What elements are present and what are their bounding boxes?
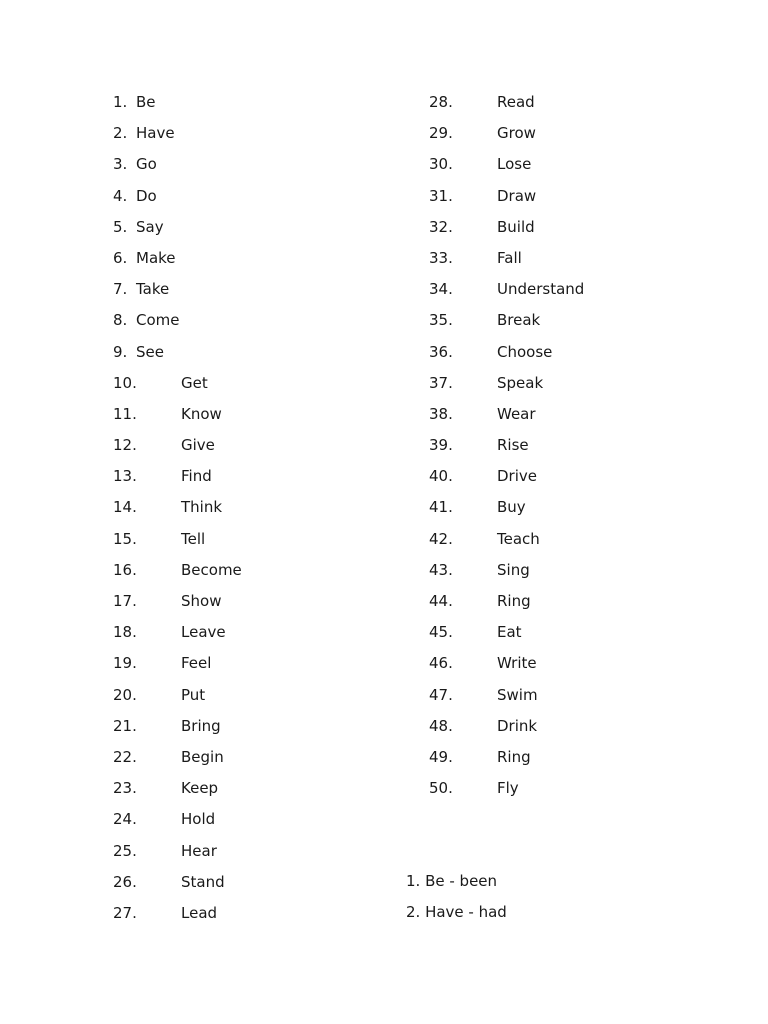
list-item (113, 340, 164, 371)
item-number: 41. (429, 498, 453, 517)
item-word: Know (181, 404, 222, 423)
item-word: Stand (181, 872, 225, 891)
item-number: 36. (429, 342, 453, 361)
item-number: 7. (113, 280, 128, 299)
list-item (113, 464, 212, 495)
list-item (429, 340, 553, 371)
item-number: 12. (113, 436, 137, 455)
item-word: Swim (497, 685, 538, 704)
list-item (429, 308, 541, 339)
item-number: 2. (113, 124, 128, 143)
item-number: 20. (113, 685, 137, 704)
item-word: Begin (181, 747, 224, 766)
list-item (429, 215, 535, 246)
list-item (113, 184, 157, 215)
item-word: Lose (497, 155, 532, 174)
item-word: Teach (497, 529, 540, 548)
item-word: Speak (497, 373, 544, 392)
item-number: 31. (429, 186, 453, 205)
list-item (429, 714, 538, 745)
list-item (429, 90, 535, 121)
item-word: Lead (181, 903, 218, 922)
item-word: Come (136, 311, 180, 330)
item-number: 32. (429, 217, 453, 236)
item-number: 48. (429, 716, 453, 735)
item-word: Go (136, 155, 157, 174)
item-word: Ring (497, 592, 531, 610)
item-word: Become (181, 560, 242, 579)
item-number: 5. (113, 217, 128, 236)
item-number: 21. (113, 716, 137, 735)
list-item (113, 839, 217, 870)
list-item (429, 495, 526, 526)
item-word: Ring (497, 747, 531, 766)
item-number: 45. (429, 623, 453, 642)
list-item (429, 620, 522, 651)
item-word: Drive (497, 467, 537, 486)
list-item (429, 152, 532, 183)
item-number: 15. (113, 529, 137, 548)
item-word: Find (181, 467, 212, 486)
item-number: 39. (429, 436, 453, 455)
item-word: Show (181, 592, 222, 610)
verb-list-left (113, 90, 242, 932)
verb-list-right (429, 90, 585, 807)
item-number: 17. (113, 592, 137, 610)
item-word: Put (181, 685, 206, 704)
item-word: Draw (497, 186, 537, 205)
item-word: Give (181, 436, 215, 455)
item-number: 49. (429, 747, 453, 766)
list-item (429, 184, 537, 215)
item-number: 18. (113, 623, 137, 642)
item-word: Drink (497, 716, 538, 735)
item-number: 37. (429, 373, 453, 392)
list-item (113, 308, 180, 339)
item-word: Sing (497, 560, 530, 579)
list-item (429, 371, 544, 402)
item-word: Fall (497, 248, 522, 267)
list-item (113, 589, 222, 620)
item-number: 6. (113, 248, 128, 267)
list-item (429, 277, 585, 308)
item-number: 1. (113, 93, 128, 111)
list-item (113, 870, 225, 901)
item-number: 33. (429, 248, 453, 267)
item-word: Eat (497, 623, 522, 642)
item-word: Fly (497, 779, 519, 798)
item-word: Be (136, 93, 156, 111)
item-number: 16. (113, 560, 137, 579)
list-item (429, 745, 531, 776)
list-item (113, 371, 208, 402)
list-item (113, 558, 242, 589)
item-number: 29. (429, 124, 453, 143)
item-word: Take (136, 280, 170, 299)
item-word: Build (497, 217, 535, 236)
item-word: Do (136, 186, 157, 205)
item-number: 40. (429, 467, 453, 486)
item-number: 10. (113, 373, 137, 392)
item-number: 50. (429, 779, 453, 798)
item-word: Break (497, 311, 541, 330)
item-number: 43. (429, 560, 453, 579)
past-participle-notes (406, 869, 507, 931)
list-item (429, 651, 537, 682)
item-word: Rise (497, 436, 529, 455)
note-line: 1. Be - been (406, 872, 498, 890)
item-word: Leave (181, 623, 226, 642)
item-word: Feel (181, 654, 212, 673)
list-item (113, 152, 157, 183)
item-number: 44. (429, 592, 453, 610)
list-item (113, 90, 156, 121)
item-number: 24. (113, 810, 137, 829)
item-word: Choose (497, 342, 553, 361)
list-item (113, 495, 223, 526)
list-item (429, 121, 536, 152)
item-word: Have (136, 124, 175, 143)
item-number: 26. (113, 872, 137, 891)
item-word: Buy (497, 498, 526, 517)
list-item (113, 901, 218, 932)
item-word: Hold (181, 810, 216, 829)
list-item (113, 683, 206, 714)
item-word: Think (181, 498, 223, 517)
item-word: Understand (497, 280, 585, 299)
list-item (429, 683, 538, 714)
list-item (113, 277, 170, 308)
list-item (113, 215, 164, 246)
item-number: 22. (113, 747, 137, 766)
item-number: 30. (429, 155, 453, 174)
item-number: 47. (429, 685, 453, 704)
list-item (429, 402, 536, 433)
item-number: 4. (113, 186, 128, 205)
list-item (113, 620, 226, 651)
item-number: 34. (429, 280, 453, 299)
item-word: Bring (181, 716, 221, 735)
list-item (113, 527, 206, 558)
list-item (113, 776, 219, 807)
item-number: 35. (429, 311, 453, 330)
item-number: 38. (429, 404, 453, 423)
list-item (429, 464, 537, 495)
list-item (113, 745, 224, 776)
item-word: Keep (181, 779, 219, 798)
item-number: 9. (113, 342, 128, 361)
item-word: Read (497, 93, 535, 111)
item-number: 14. (113, 498, 137, 517)
list-item (113, 651, 212, 682)
list-item (113, 402, 222, 433)
list-item (429, 527, 540, 558)
item-word: See (136, 342, 164, 361)
item-word: Hear (181, 841, 217, 860)
list-item (429, 433, 529, 464)
item-word: Write (497, 654, 537, 673)
note-line: 2. Have - had (406, 903, 507, 922)
item-number: 13. (113, 467, 137, 486)
item-number: 25. (113, 841, 137, 860)
item-word: Say (136, 217, 164, 236)
item-word: Make (136, 248, 176, 267)
item-number: 28. (429, 93, 453, 111)
item-number: 8. (113, 311, 128, 330)
item-word: Get (181, 373, 208, 392)
item-word: Wear (497, 404, 536, 423)
list-item (113, 121, 175, 152)
item-number: 23. (113, 779, 137, 798)
list-item (113, 246, 176, 277)
item-number: 27. (113, 903, 137, 922)
list-item (429, 589, 531, 620)
item-number: 11. (113, 404, 137, 423)
item-number: 42. (429, 529, 453, 548)
list-item (113, 433, 215, 464)
item-word: Grow (497, 124, 536, 143)
item-word: Tell (181, 529, 206, 548)
list-item (429, 776, 519, 807)
list-item (429, 558, 530, 589)
item-number: 19. (113, 654, 137, 673)
item-number: 46. (429, 654, 453, 673)
item-number: 3. (113, 155, 128, 174)
list-item (113, 714, 221, 745)
list-item (429, 246, 522, 277)
list-item (113, 807, 216, 838)
